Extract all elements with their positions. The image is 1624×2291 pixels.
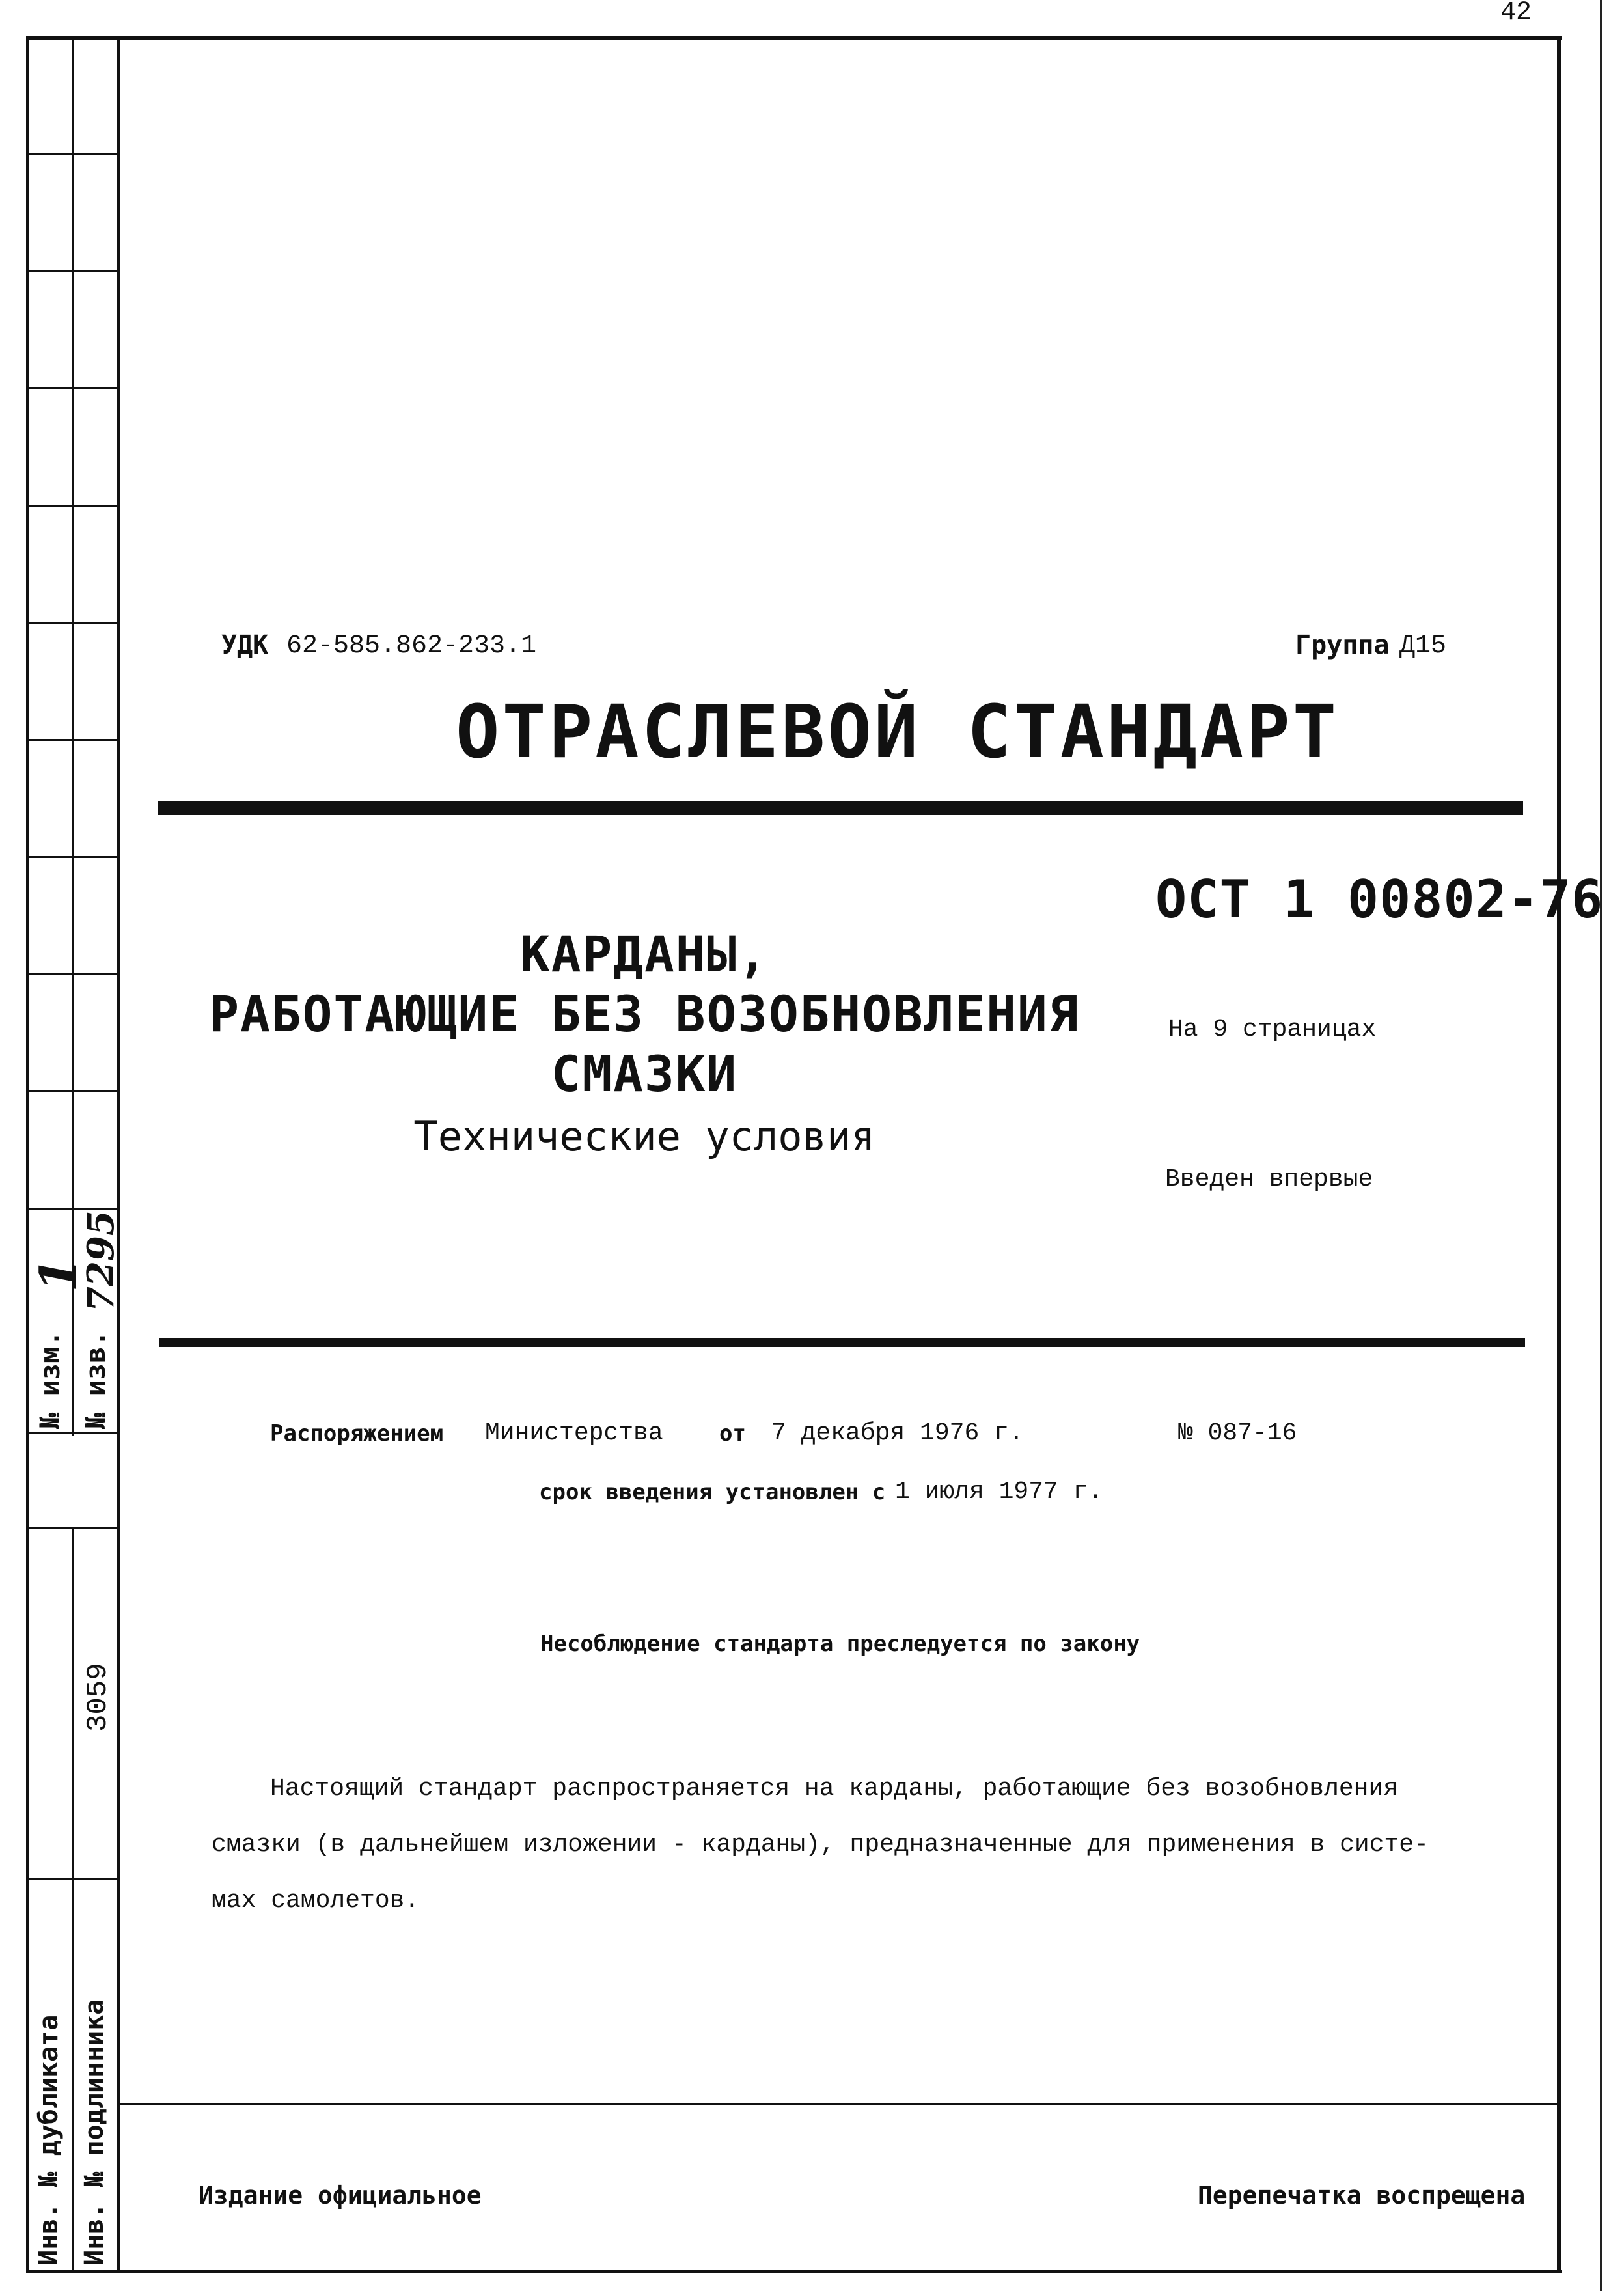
page-number: 42 [1500,0,1532,27]
group-label: Группа [1295,630,1390,660]
standard-title-line-1: КАРДАНЫ, [519,925,769,983]
body-paragraph [212,1761,1429,1929]
notice-number-label: № изв. [79,1330,111,1429]
order-label: Распоряжением [270,1421,444,1447]
standard-title-line-3: СМАЗКИ [551,1045,738,1103]
group-value: Д15 [1399,632,1447,661]
footer-official-edition: Издание официальное [199,2181,482,2210]
margin-cell-divider [26,739,119,741]
notice-number-value: 7295 [79,1210,122,1312]
title-rule [158,801,1523,815]
body-line-1: Настоящий стандарт распространяется на карданы, работающие без возобновления [270,1775,1399,1803]
udk-value: 62-585.862-233.1 [286,632,537,661]
frame-bottom-border [26,2270,1562,2273]
margin-cell-divider [26,856,119,858]
frame-right-border [1557,36,1561,2273]
standard-title-line-2: РАБОТАЮЩИЕ БЕЗ ВОЗОБНОВЛЕНИЯ [209,985,1080,1043]
duplicate-inventory-label: Инв. № дубликата [34,2014,64,2266]
frame-top-border [26,36,1562,40]
udk-label: УДК [221,630,269,660]
page-edge-line [1600,0,1602,2291]
margin-cell-divider [26,973,119,975]
page-title: ОТРАСЛЕВОЙ СТАНДАРТ [456,690,1340,775]
margin-cell-divider [26,153,119,155]
change-number-label: № изм. [34,1330,66,1429]
margin-cell-divider [26,1432,119,1434]
order-from-label: от [719,1421,746,1447]
body-line-2: смазки (в дальнейшем изложении - карданы), предназначенные для применения в систе- [212,1831,1429,1859]
margin-column-divider [72,36,74,1436]
body-line-3: мах самолетов. [212,1887,420,1915]
margin-cell-divider [26,1878,119,1880]
original-inventory-label: Инв. № подлинника [79,1999,109,2266]
margin-cell-divider [26,1208,119,1210]
footer-reprint-prohibited: Перепечатка воспрещена [1198,2181,1526,2210]
margin-cell-divider [26,505,119,507]
original-inventory-value: 3059 [82,1663,115,1732]
order-number: № 087-16 [1178,1419,1297,1447]
term-date: 1 июля 1977 г. [895,1478,1103,1506]
margin-cell-divider [26,270,119,272]
introduced-note: Введен впервые [1165,1165,1373,1193]
margin-cell-divider [26,1090,119,1092]
margin-cell-divider [26,1527,119,1529]
order-date: 7 декабря 1976 г. [771,1419,1024,1447]
margin-cell-divider [26,387,119,389]
pages-count: На 9 страницах [1168,1016,1377,1044]
margin-column-right-border [117,36,120,2273]
standard-subtitle: Технические условия [413,1113,875,1160]
order-ministry: Министерства [485,1419,663,1447]
standard-title-block [195,924,1094,1169]
standard-code: ОСТ 1 00802-76 [1155,869,1604,930]
change-number-value: 1 [29,1257,89,1292]
term-label: срок введения установлен с [539,1479,886,1505]
section-rule [159,1338,1525,1347]
footer-divider-line [117,2103,1559,2105]
margin-cell-divider [26,622,119,624]
frame-left-border [26,36,29,2273]
margin-column-divider-lower [72,1527,74,2273]
legal-warning: Несоблюдение стандарта преследуется по закону [540,1631,1140,1657]
